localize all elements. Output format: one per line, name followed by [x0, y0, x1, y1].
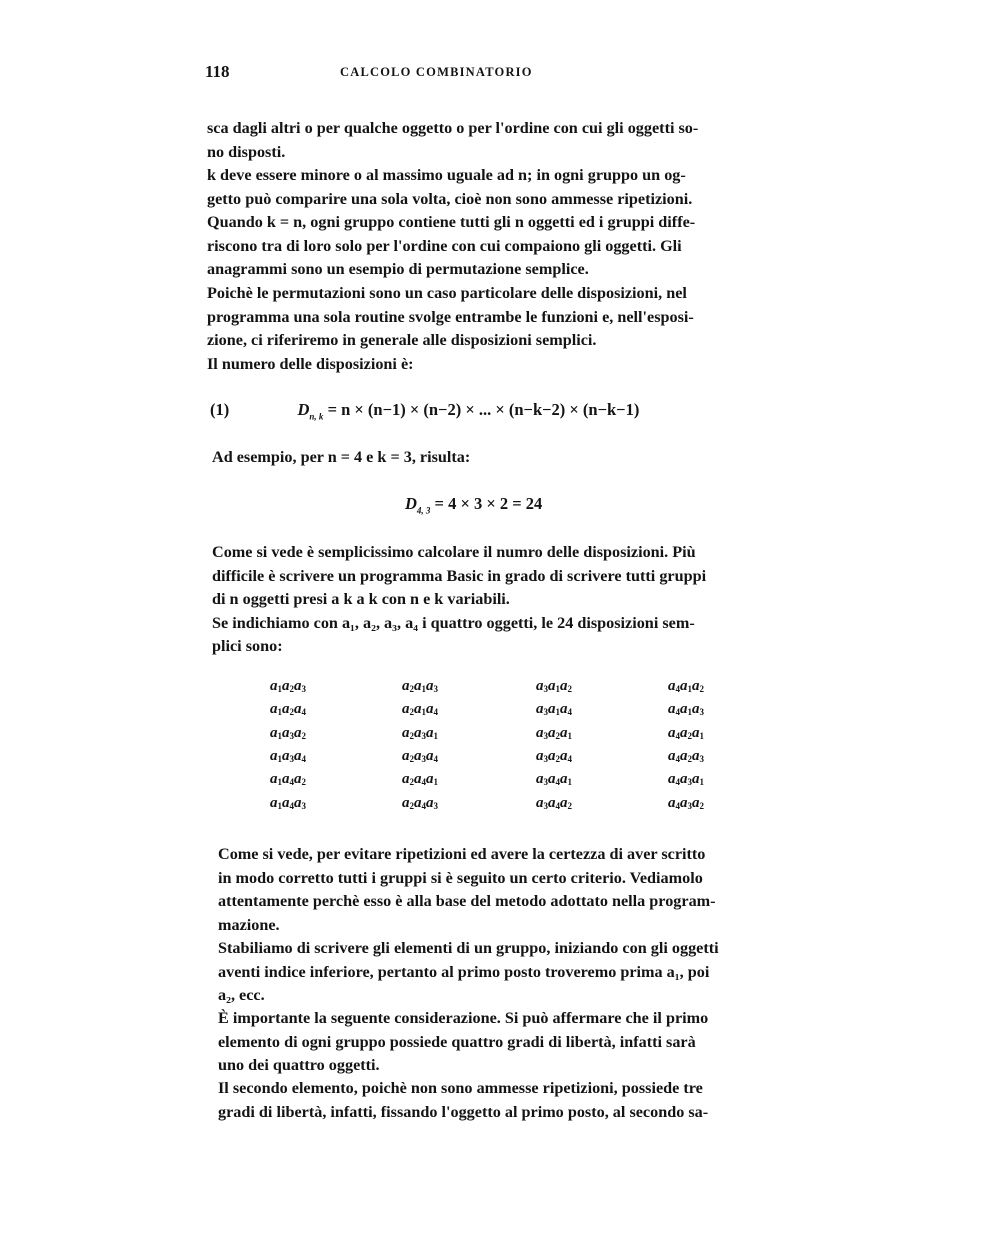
formula-lhs: D [297, 400, 310, 419]
paragraph-8 [218, 1077, 778, 1124]
paragraph-3 [207, 282, 777, 376]
text-line: Stabiliamo di scrivere gli elementi di un gruppo, iniziando con gli oggetti [218, 939, 719, 957]
disposition-cell: $a_1a_3a_4$ [270, 747, 306, 764]
paragraph-6 [218, 937, 778, 1008]
disposition-cell: $a_1a_3a_2$ [270, 724, 306, 741]
disposition-cell: $a_3a_1a_2$ [536, 678, 572, 694]
paragraph-2 [207, 164, 777, 282]
text-line: elemento di ogni gruppo possiede quattro gradi di libertà, infatti sarà [218, 1032, 696, 1051]
disposition-cell: $a_4a_1a_3$ [668, 701, 704, 718]
text-line: difficile è scrivere un programma Basic in grado di scrivere tutti gruppi [212, 566, 707, 585]
text-line: Come si vede, per evitare ripetizioni ed avere la certezza di aver scritto [218, 845, 706, 863]
disposition-cell: $a_3a_2a_1$ [536, 724, 572, 741]
formula-label: (1) [210, 400, 230, 419]
text-line: plici sono: [212, 637, 283, 655]
paragraph-1 [207, 117, 777, 164]
running-head: CALCOLO COMBINATORIO [340, 65, 533, 79]
text-line: Come si vede è semplicissimo calcolare il numro delle disposizioni. Più [212, 543, 696, 561]
formula-lhs-subscript: n, k [309, 411, 324, 422]
text-line: Poichè le permutazioni sono un caso particolare delle disposizioni, nel [207, 284, 687, 302]
formula-rhs: = 4 × 3 × 2 = 24 [434, 494, 543, 513]
text-line: È importante la seguente considerazione. Si può affermare che il primo [218, 1009, 709, 1027]
disposition-cell: $a_1a_2a_4$ [270, 701, 306, 718]
dispositions-table [270, 678, 770, 823]
text-line: getto può comparire una sola volta, cioè non sono ammesse ripetizioni. [207, 189, 693, 208]
paragraph-7 [218, 1007, 778, 1078]
disposition-cell: $a_4a_1a_2$ [668, 678, 704, 694]
text-line: Se indichiamo con a₁, a₂, a₃, a₄ i quattro oggetti, le 24 disposizioni sem- [212, 613, 695, 632]
disposition-cell: $a_3a_4a_1$ [536, 771, 572, 788]
text-line: zione, ci riferiremo in generale alle disposizioni semplici. [207, 331, 597, 349]
disposition-cell: $a_2a_1a_3$ [402, 678, 438, 694]
page-header [205, 62, 785, 86]
disposition-cell: $a_2a_4a_1$ [402, 771, 438, 788]
formula-rhs: = n × (n−1) × (n−2) × ... × (n−k−2) × (n−k−1) [327, 400, 640, 419]
text-line: attentamente perchè esso è alla base del metodo adottato nella program- [218, 892, 716, 910]
formula-2 [405, 494, 542, 515]
paragraph-5 [218, 843, 778, 937]
text-line: sca dagli altri o per qualche oggetto o per l'ordine con cui gli oggetti so- [207, 119, 699, 137]
text-line: k deve essere minore o al massimo uguale ad n; in ogni gruppo un og- [207, 166, 686, 184]
text-line: Il secondo elemento, poichè non sono ammesse ripetizioni, possiede tre [218, 1079, 703, 1097]
disposition-cell: $a_2a_3a_4$ [402, 747, 438, 764]
disposition-cell: $a_2a_3a_1$ [402, 724, 438, 741]
text-line: Il numero delle disposizioni è: [207, 354, 414, 373]
disposition-cell: $a_2a_1a_4$ [402, 701, 438, 718]
disposition-cell: $a_3a_1a_4$ [536, 701, 572, 718]
disposition-cell: $a_4a_3a_2$ [668, 794, 704, 811]
text-line: mazione. [218, 915, 280, 934]
text-line: uno dei quattro oggetti. [218, 1056, 380, 1074]
formula-1 [210, 400, 639, 421]
disposition-cell: $a_4a_2a_1$ [668, 724, 704, 741]
disposition-cell: $a_2a_4a_3$ [402, 794, 438, 811]
text-line: di n oggetti presi a k a k con n e k variabili. [212, 590, 510, 608]
text-line: programma una sola routine svolge entrambe le funzioni e, nell'esposi- [207, 307, 694, 326]
disposition-cell: $a_3a_2a_4$ [536, 747, 572, 764]
disposition-cell: $a_3a_4a_2$ [536, 794, 572, 811]
disposition-cell: $a_1a_2a_3$ [270, 678, 306, 694]
text-line: anagrammi sono un esempio di permutazione semplice. [207, 260, 589, 278]
disposition-cell: $a_4a_3a_1$ [668, 771, 704, 788]
text-line: no disposti. [207, 142, 286, 161]
disposition-cell: $a_1a_4a_2$ [270, 771, 306, 788]
disposition-cell: $a_1a_4a_3$ [270, 794, 306, 811]
text-line: a₂, ecc. [218, 986, 265, 1004]
text-line: aventi indice inferiore, pertanto al primo posto troveremo prima a₁, poi [218, 962, 710, 981]
text-line: Ad esempio, per n = 4 e k = 3, risulta: [212, 448, 471, 466]
disposition-cell: $a_4a_2a_3$ [668, 747, 704, 764]
page-number: 118 [205, 62, 230, 81]
formula-lhs-subscript: 4, 3 [416, 505, 431, 516]
text-line: in modo corretto tutti i gruppi si è seguito un certo criterio. Vediamolo [218, 868, 703, 887]
text-line: Quando k = n, ogni gruppo contiene tutti gli n oggetti ed i gruppi diffe- [207, 213, 696, 231]
paragraph-4 [212, 541, 777, 659]
example-line [212, 446, 772, 470]
text-line: gradi di libertà, infatti, fissando l'oggetto al primo posto, al secondo sa- [218, 1102, 709, 1121]
formula-lhs: D [405, 494, 417, 513]
text-line: riscono tra di loro solo per l'ordine con cui compaiono gli oggetti. Gli [207, 236, 682, 255]
